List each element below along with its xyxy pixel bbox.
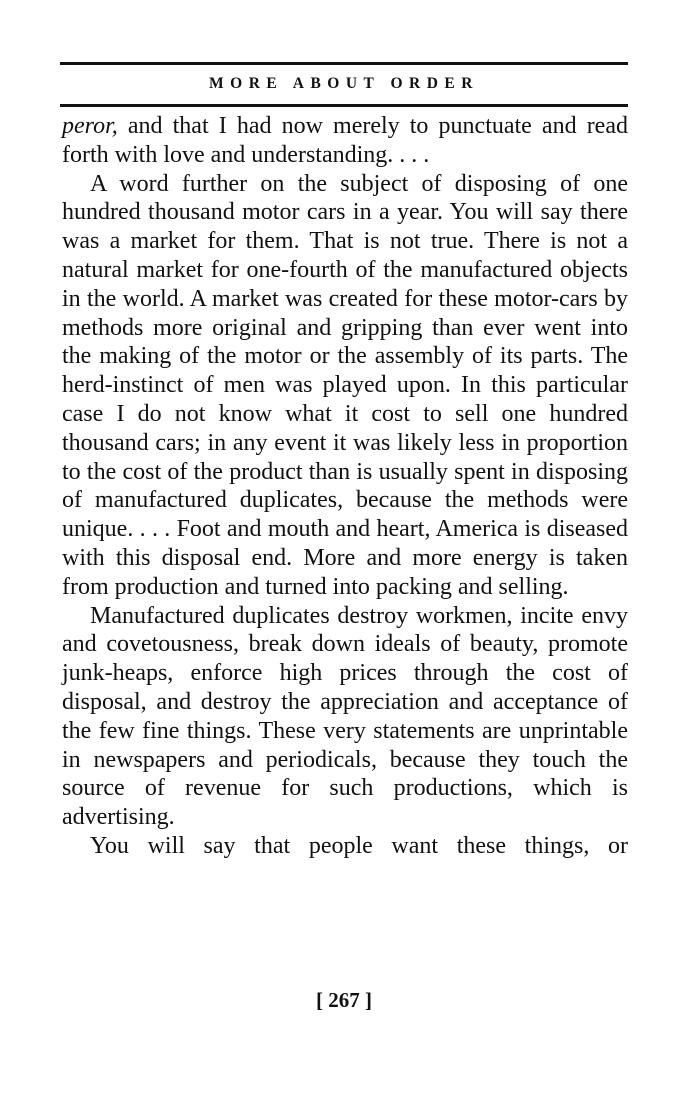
paragraph: A word further on the subject of disposing of one hundred thousand motor cars in a year. You will say there was a market for them. That is not true. There is not a natural market for one-fourth of the manufactured objects in the world. A market was created for these motor-cars by methods more original and gripping than ever went into the making of the motor or the assembly of its parts. The herd-instinct of men was played upon. In this particular case I do not know what it cost to sell one hundred thousand cars; in any event it was likely less in proportion to the cost of the product than is usually spent in disposing of manufactured duplicates, because the methods were unique. . . . Foot and mouth and heart, America is diseased with this disposal end. More and more energy is taken from production and turned into packing and selling.	[62, 170, 628, 600]
paragraph-continuation	[62, 112, 628, 170]
page-number: [ 267 ]	[316, 988, 372, 1012]
header-rule-bottom	[60, 104, 628, 107]
paragraph-text: and that I had now merely to punctuate and read forth with love and understanding. . . .	[62, 113, 628, 168]
paragraph: Manufactured duplicates destroy workmen, incite envy and covetousness, break down ideals of beauty, promote junk-heaps, enforce high prices through the cost of disposal, and destroy the appreciation and acceptance of the few fine things. These very statements are unprintable in newspapers and periodicals, because they touch the source of revenue for such productions, which is advertising.	[62, 602, 628, 831]
running-head: MORE ABOUT ORDER	[209, 75, 479, 92]
italic-word: peror,	[62, 113, 118, 139]
paragraph: You will say that people want these things, or	[90, 832, 628, 859]
header-rule-top	[60, 62, 628, 65]
body-text	[62, 112, 628, 861]
